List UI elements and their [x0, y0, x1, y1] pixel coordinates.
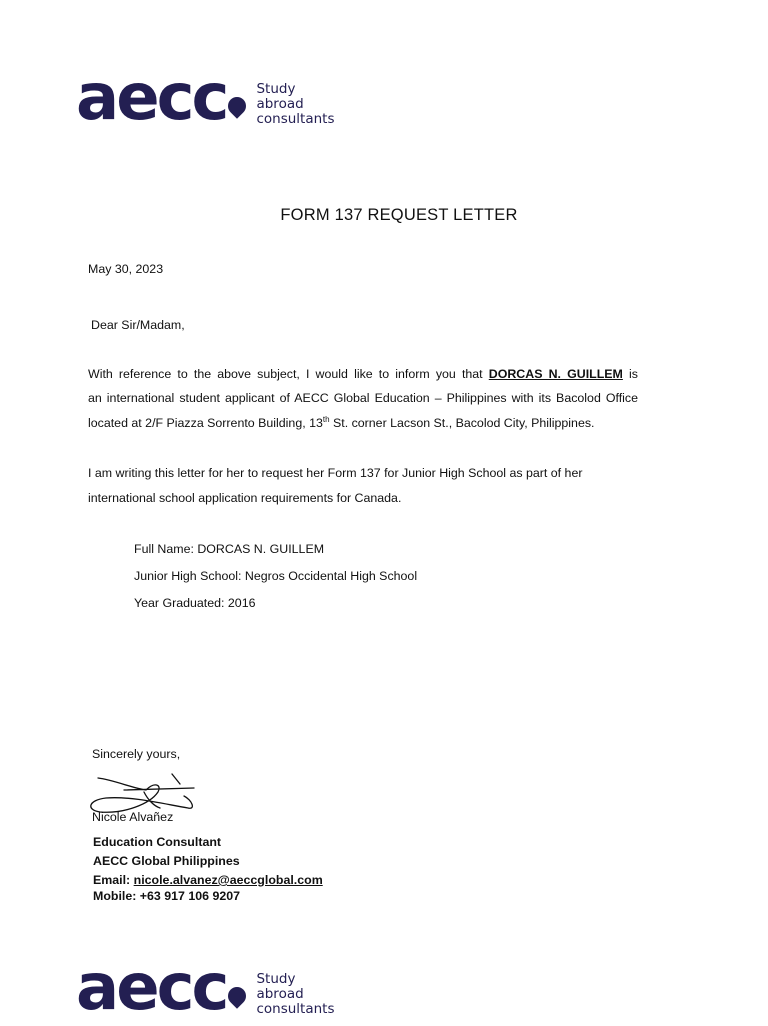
speech-bubble-icon	[225, 93, 250, 118]
detail-year: Year Graduated: 2016	[134, 596, 256, 610]
logo-wordmark: aecc	[76, 61, 227, 135]
signer-email-row: Email: nicole.alvanez@aeccglobal.com	[93, 873, 323, 887]
closing: Sincerely yours,	[92, 747, 181, 761]
logo-tagline: Study abroad consultants	[256, 80, 335, 127]
detail-full-name: Full Name: DORCAS N. GUILLEM	[134, 542, 325, 556]
signer-name: Nicole Alvañez	[92, 810, 174, 824]
para2-line1: I am writing this letter for her to request her Form 137 for Junior High School as part of her	[88, 466, 583, 480]
logo-wordmark: aecc	[76, 951, 227, 1025]
signer-org: AECC Global Philippines	[93, 854, 240, 868]
speech-bubble-icon	[225, 983, 250, 1008]
student-name: DORCAS N. GUILLEM	[488, 367, 623, 381]
salutation: Dear Sir/Madam,	[91, 318, 185, 332]
signer-mobile: Mobile: +63 917 106 9207	[93, 889, 241, 903]
letter-date: May 30, 2023	[88, 262, 164, 276]
email-link[interactable]: nicole.alvanez@aeccglobal.com	[133, 873, 323, 887]
signer-role: Education Consultant	[93, 835, 222, 849]
detail-school: Junior High School: Negros Occidental High School	[134, 569, 418, 583]
aecc-logo-bottom	[76, 951, 335, 1026]
para1-line3: located at 2/F Piazza Sorrento Building, 13th St. corner Lacson St., Bacolod City, Philippines.	[88, 415, 595, 431]
logo-tagline: Study abroad consultants	[256, 970, 335, 1017]
letter-title: FORM 137 REQUEST LETTER	[280, 206, 518, 224]
aecc-logo-top	[76, 61, 335, 136]
para1-line2: an international student applicant of AECC Global Education – Philippines with its Bacolod Office	[88, 391, 638, 405]
para1-line1: With reference to the above subject, I would like to inform you that DORCAS N. GUILLEM is	[88, 367, 638, 381]
para2-line2: international school application requirements for Canada.	[88, 491, 402, 505]
